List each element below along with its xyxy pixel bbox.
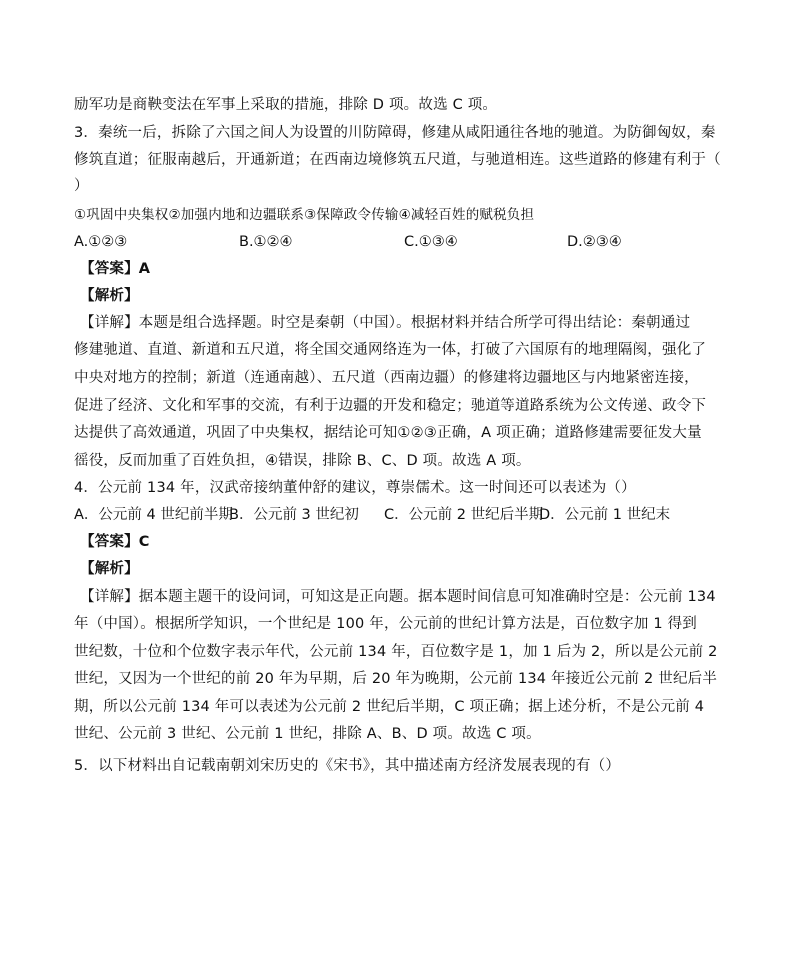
question-4-option-c: C．公元前 2 世纪后半期 xyxy=(384,507,544,523)
question-3-statements: ①巩固中央集权②加强内地和边疆联系③保障政令传输④减轻百姓的赋税负担 xyxy=(74,207,535,223)
text-line: 中央对地方的控制；新道（连通南越）、五尺道（西南边疆）的修建将边疆地区与内地紧密连接， xyxy=(74,370,699,386)
text-line: 期，所以公元前 134 年可以表述为公元前 2 世纪后半期，C 项正确；据上述分析，不是公元前 4 xyxy=(74,699,705,715)
text-line: 修建驰道、直道、新道和五尺道，将全国交通网络连为一体，打破了六国原有的地理隔阂，强化了 xyxy=(74,342,707,358)
question-3-explanation: 【详解】本题是组合选择题。时空是秦朝（中国）。根据材料并结合所学可得出结论：秦朝通过 xyxy=(80,315,691,331)
question-4-stem: 4．公元前 134 年，汉武帝接纳董仲舒的建议，尊崇儒术。这一时间还可以表述为（） xyxy=(74,480,636,496)
question-4-explanation: 【详解】据本题主题干的设问词，可知这是正向题。据本题时间信息可知准确时空是：公元前 134 xyxy=(80,589,716,605)
question-3-option-b: B.①②④ xyxy=(239,234,293,250)
question-4-option-a: A．公元前 4 世纪前半期 xyxy=(74,507,233,523)
text-line: ） xyxy=(74,178,89,194)
question-3-option-a: A.①②③ xyxy=(74,234,128,250)
text-line: 达提供了高效通道，巩固了中央集权，据结论可知①②③正确，A 项正确；道路修建需要征发大量 xyxy=(74,425,702,441)
text-line: 修筑直道；征服南越后，开通新道；在西南边境修筑五尺道，与驰道相连。这些道路的修建有利于（ xyxy=(74,152,721,168)
question-4-answer: 【答案】C xyxy=(80,534,150,550)
question-4-option-b: B．公元前 3 世纪初 xyxy=(229,507,359,523)
question-4-analysis-label: 【解析】 xyxy=(80,561,139,577)
question-5-stem: 5．以下材料出自记载南朝刘宋历史的《宋书》，其中描述南方经济发展表现的有（） xyxy=(74,758,621,774)
question-4-option-d: D．公元前 1 世纪末 xyxy=(539,507,671,523)
text-line: 徭役，反而加重了百姓负担，④错误，排除 B、C、D 项。故选 A 项。 xyxy=(74,453,531,469)
question-3-option-c: C.①③④ xyxy=(404,234,458,250)
text-line: 世纪，又因为一个世纪的前 20 年为早期，后 20 年为晚期，公元前 134 年接近公元前 2 世纪后半 xyxy=(74,671,718,687)
text-line: 励军功是商鞅变法在军事上采取的措施，排除 D 项。故选 C 项。 xyxy=(74,97,498,113)
question-3-option-d: D.②③④ xyxy=(567,234,622,250)
question-3-stem: 3．秦统一后，拆除了六国之间人为设置的川防障碍，修建从咸阳通往各地的驰道。为防御匈奴，秦 xyxy=(74,125,716,141)
question-3-answer: 【答案】A xyxy=(80,261,151,277)
text-line: 世纪、公元前 3 世纪、公元前 1 世纪，排除 A、B、D 项。故选 C 项。 xyxy=(74,726,541,742)
text-line: 年（中国）。根据所学知识，一个世纪是 100 年，公元前的世纪计算方法是，百位数字加 1 得到 xyxy=(74,616,697,632)
text-line: 世纪数，十位和个位数字表示年代，公元前 134 年，百位数字是 1，加 1 后为 2，所以是公元前 2 xyxy=(74,644,718,660)
question-3-analysis-label: 【解析】 xyxy=(80,288,139,304)
text-line: 促进了经济、文化和军事的交流，有利于边疆的开发和稳定；驰道等道路系统为公文传递、政令下 xyxy=(74,398,707,414)
